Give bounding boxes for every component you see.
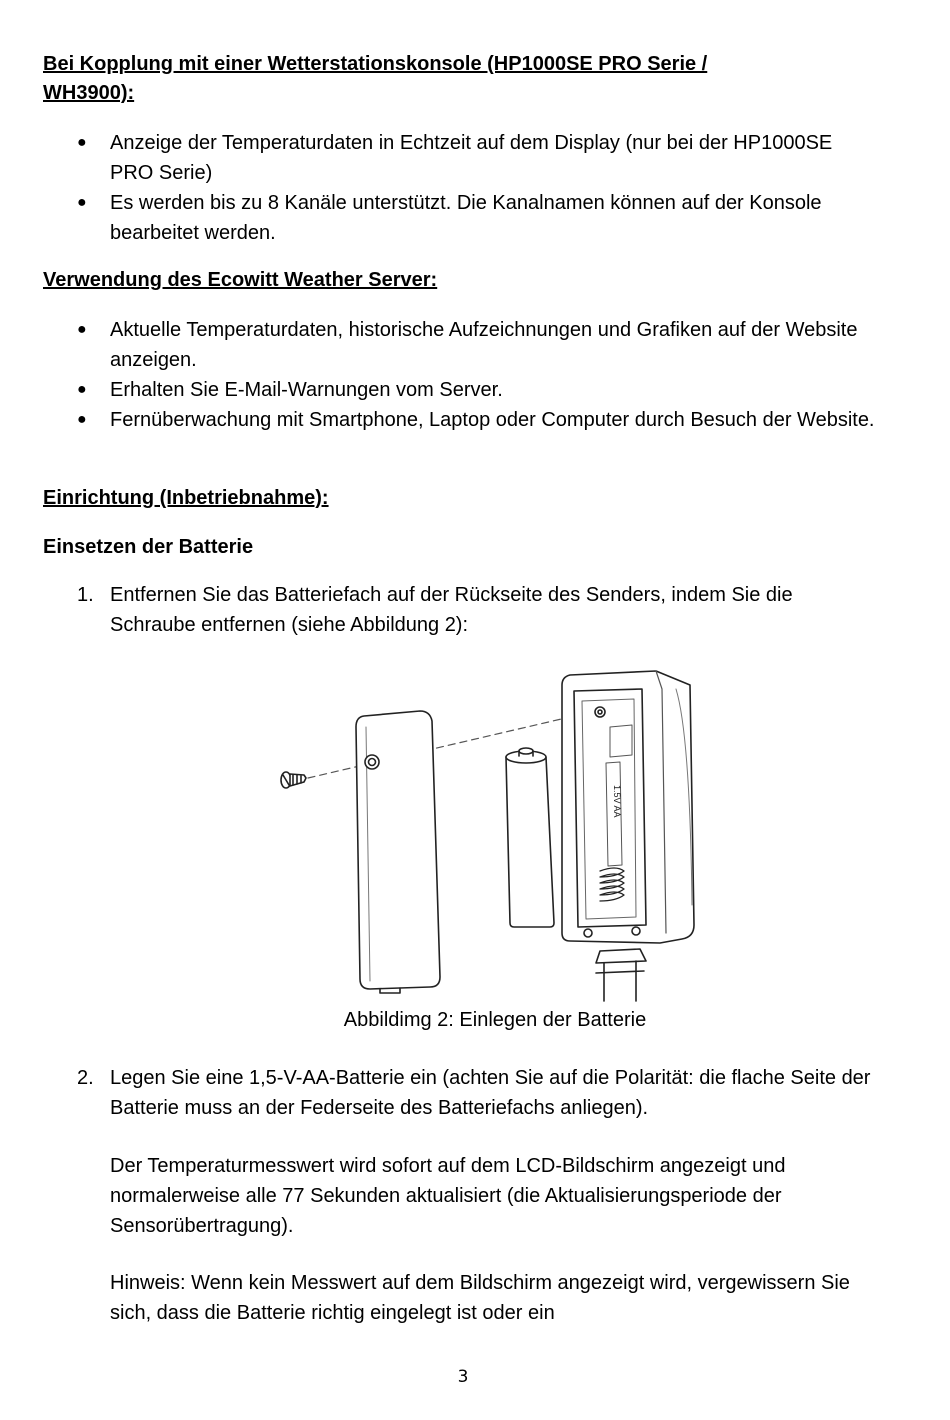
battery-installation-figure [270,665,710,1005]
section-heading-console-pairing: Bei Kopplung mit einer Wetterstationskonsole (HP1000SE PRO Serie / WH3900): [43,53,708,104]
numbered-step-2 [0,1063,950,1123]
step-number: 2. [77,1067,94,1089]
list-item [0,405,880,435]
list-item [0,580,880,640]
section-heading-weather-server: Verwendung des Ecowitt Weather Server: [43,269,438,291]
figure-caption: Abbildimg 2: Einlegen der Batterie [343,1009,647,1031]
bullet-list-server [0,315,950,435]
battery-marking-label: 1.5V AA [612,785,622,818]
list-item [0,188,880,248]
aa-battery-icon [506,748,554,927]
bullet-icon: ● [77,381,87,398]
paragraph-note: Hinweis: Wenn kein Messwert auf dem Bildschirm angezeigt wird, vergewissern Sie sich, dass die Batterie richtig eingelegt ist oder ein [110,1272,850,1324]
bullet-icon: ● [77,194,87,211]
numbered-step-1 [0,580,950,640]
paragraph-temperature-update: Der Temperaturmesswert wird sofort auf dem LCD-Bildschirm angezeigt und normalerweise alle 77 Sekunden aktualisiert (die Aktualisierungsperiode der Sensorübertragung). [110,1155,786,1237]
bullet-icon: ● [77,134,87,151]
list-item-text: Aktuelle Temperaturdaten, historische Aufzeichnungen und Grafiken auf der Website anzeigen. [110,319,858,371]
list-item-text: Erhalten Sie E-Mail-Warnungen vom Server. [110,379,503,401]
subheading-battery: Einsetzen der Batterie [43,536,254,558]
page-number: 3 [457,1367,469,1387]
transmitter-housing [562,671,694,1001]
list-item [0,315,880,375]
bullet-icon: ● [77,321,87,338]
section-heading-setup: Einrichtung (Inbetriebnahme): [43,487,329,509]
battery-cover [356,711,440,993]
list-item [0,375,880,405]
assembly-guide-line [308,710,600,778]
screw-icon [281,772,306,788]
step-text: Entfernen Sie das Batteriefach auf der Rückseite des Senders, indem Sie die Schraube entfernen (siehe Abbildung 2): [110,584,793,636]
bullet-list-console [0,128,950,248]
bullet-icon: ● [77,411,87,428]
list-item [0,1063,880,1123]
list-item-text: Es werden bis zu 8 Kanäle unterstützt. Die Kanalnamen können auf der Konsole bearbeitet werden. [110,192,822,244]
step-text: Legen Sie eine 1,5-V-AA-Batterie ein (achten Sie auf die Polarität: die flache Seite der Batterie muss an der Federseite des Batteriefachs anliegen). [110,1067,871,1119]
list-item-text: Fernüberwachung mit Smartphone, Laptop oder Computer durch Besuch der Website. [110,409,875,431]
list-item [0,128,880,188]
step-number: 1. [77,584,94,606]
list-item-text: Anzeige der Temperaturdaten in Echtzeit auf dem Display (nur bei der HP1000SE PRO Serie) [110,132,833,184]
